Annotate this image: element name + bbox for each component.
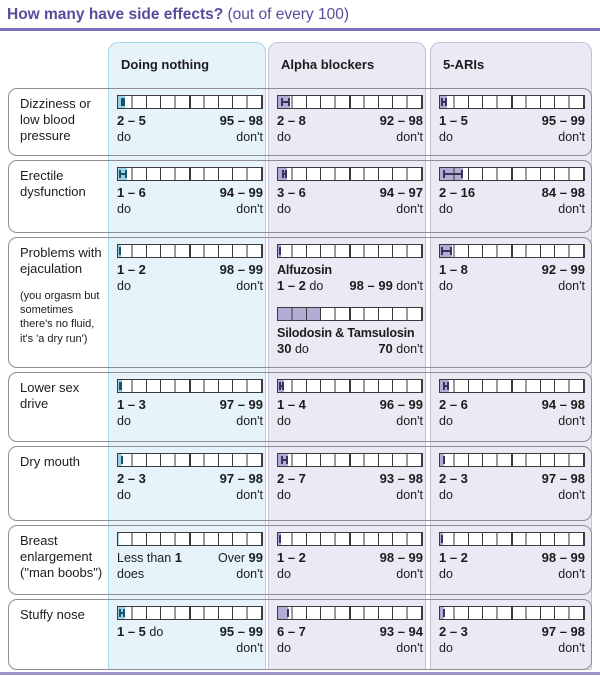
value-line (117, 114, 263, 129)
dont-label: don't (558, 129, 585, 144)
value-range: 98 – 99 (541, 549, 585, 565)
do-label: do (117, 413, 131, 428)
risk-bar (277, 606, 423, 620)
value-range: 6 – 7 (277, 623, 306, 639)
dont-label: don't (396, 487, 423, 502)
value-line (439, 398, 585, 413)
value-line (117, 551, 263, 566)
do-value (439, 625, 468, 640)
risk-bar-segments (118, 607, 262, 619)
value-range: 1 – 5 (117, 623, 146, 639)
do-label: do (277, 413, 291, 428)
dont-value (542, 263, 585, 278)
column-header-doing-nothing: Doing nothing (121, 56, 210, 72)
do-value (277, 279, 323, 294)
dont-label: don't (558, 487, 585, 502)
effect-cell (269, 373, 431, 441)
side-effect-label (9, 526, 109, 594)
risk-bar (117, 167, 263, 181)
label-line (439, 130, 585, 145)
dont-value (542, 551, 585, 566)
do-value (277, 551, 306, 566)
label-line (277, 641, 423, 656)
do-label: do (277, 640, 291, 655)
value-range: 1 – 5 (439, 112, 468, 128)
value-range: 30 (277, 340, 292, 356)
value-range: 1 – 2 (277, 277, 306, 293)
risk-bar-segments (440, 168, 584, 180)
value-line (277, 114, 423, 129)
value-range: 97 – 99 (219, 396, 263, 412)
value-range: 1 – 8 (439, 261, 468, 277)
label-line (277, 488, 423, 503)
do-value (277, 114, 306, 129)
dont-label: don't (396, 640, 423, 655)
dont-label: don't (392, 341, 423, 356)
drug-variant (277, 244, 431, 294)
side-effect-label (9, 238, 109, 370)
dont-value (542, 472, 585, 487)
dont-value (220, 263, 263, 278)
effect-cell (269, 238, 431, 370)
risk-bar-segments (278, 168, 422, 180)
label-line (117, 488, 263, 503)
dont-value (542, 186, 585, 201)
dont-value (380, 186, 423, 201)
do-label: do (439, 640, 453, 655)
dont-value (220, 625, 263, 640)
value-line (277, 551, 423, 566)
effect-cell (269, 526, 431, 594)
dont-value (378, 342, 423, 357)
value-line (277, 279, 423, 294)
label-line (277, 130, 423, 145)
dont-value (220, 186, 263, 201)
effect-cell (431, 526, 590, 594)
drug-name: Silodosin & Tamsulosin (277, 325, 415, 340)
side-effect-label (9, 161, 109, 232)
label-line (117, 279, 263, 294)
do-value (277, 472, 306, 487)
side-effect-name: Dizziness or low blood pressure (20, 95, 91, 143)
value-prefix: Less than (117, 550, 175, 565)
do-value (439, 398, 468, 413)
value-range: 96 – 99 (379, 396, 423, 412)
effect-cell (109, 526, 269, 594)
value-range: 1 – 4 (277, 396, 306, 412)
label-line (439, 202, 585, 217)
dont-label: don't (558, 640, 585, 655)
value-line (117, 398, 263, 413)
value-range: 70 (378, 340, 393, 356)
do-label: do (117, 129, 131, 144)
value-range: 1 – 6 (117, 184, 146, 200)
risk-bar-segments (440, 245, 584, 257)
dont-label: don't (558, 566, 585, 581)
risk-bar-segments (440, 380, 584, 392)
drug-variant (277, 307, 431, 357)
do-label: do (439, 278, 453, 293)
dont-value (380, 551, 423, 566)
comparison-table (8, 42, 592, 670)
risk-bar (277, 307, 423, 321)
value-range: 2 – 7 (277, 470, 306, 486)
side-effect-name: Dry mouth (20, 453, 80, 469)
side-effect-name: Stuffy nose (20, 606, 85, 622)
page-title (0, 0, 600, 31)
value-line (117, 472, 263, 487)
effect-cell (431, 238, 590, 370)
risk-bar-segments (118, 245, 262, 257)
value-line (117, 186, 263, 201)
dont-label: don't (396, 566, 423, 581)
side-effect-label (9, 89, 109, 155)
value-range: 94 – 97 (379, 184, 423, 200)
label-line (439, 641, 585, 656)
side-effect-note: (you orgasm but sometimes there's no fluid, it's 'a dry run') (20, 289, 100, 345)
risk-bar-segments (440, 533, 584, 545)
value-range: 1 (174, 549, 182, 565)
side-effect-label (9, 447, 109, 520)
risk-bar-segments (440, 96, 584, 108)
label-line (439, 279, 585, 294)
risk-bar (277, 95, 423, 109)
risk-bar (277, 167, 423, 181)
do-label: do (277, 487, 291, 502)
risk-bar (117, 606, 263, 620)
title-denominator: (out of every 100) (223, 6, 350, 23)
dont-label: don't (236, 413, 263, 428)
value-prefix: Over (217, 550, 249, 565)
risk-bar (117, 244, 263, 258)
label-line (117, 641, 263, 656)
dont-value (218, 551, 263, 566)
effect-cell (269, 161, 431, 232)
side-effect-name: Breast enlargement ("man boobs") (20, 532, 103, 580)
effect-cell (269, 447, 431, 520)
title-question: How many have side effects? (7, 6, 224, 23)
effect-cell (269, 89, 431, 155)
risk-bar-segments (278, 454, 422, 466)
value-range: 2 – 8 (277, 112, 306, 128)
effect-cell (431, 600, 590, 669)
value-range: 84 – 98 (541, 184, 585, 200)
dont-label: don't (236, 487, 263, 502)
value-range: 1 – 2 (439, 549, 468, 565)
do-value (117, 625, 163, 640)
do-label: do (439, 129, 453, 144)
risk-bar-segments (118, 168, 262, 180)
do-value (117, 263, 146, 278)
value-range: 92 – 99 (541, 261, 585, 277)
do-label: do (117, 201, 131, 216)
risk-bar (117, 453, 263, 467)
do-label: do (291, 341, 309, 356)
risk-bar-segments (118, 454, 262, 466)
effect-cell (109, 238, 269, 370)
table-row (8, 160, 592, 233)
do-label: does (117, 566, 145, 581)
value-line (277, 625, 423, 640)
value-range: 97 – 98 (541, 470, 585, 486)
do-value (277, 186, 306, 201)
label-line (277, 567, 423, 582)
table-row (8, 446, 592, 521)
effect-cell (109, 373, 269, 441)
table-row (8, 599, 592, 670)
value-range: 92 – 98 (379, 112, 423, 128)
value-range: 3 – 6 (277, 184, 306, 200)
risk-bar (439, 95, 585, 109)
label-line (117, 414, 263, 429)
value-range: 2 – 3 (117, 470, 146, 486)
do-label: do (277, 566, 291, 581)
do-value (117, 114, 146, 129)
dont-value (380, 114, 423, 129)
risk-bar-segments (118, 533, 262, 545)
dont-value (380, 398, 423, 413)
value-line (277, 186, 423, 201)
dont-value (220, 398, 263, 413)
label-line (117, 567, 263, 582)
do-value (439, 263, 468, 278)
value-line (277, 342, 423, 357)
effect-cell (109, 447, 269, 520)
risk-bar (439, 379, 585, 393)
do-label: do (277, 201, 291, 216)
label-line (439, 567, 585, 582)
effect-cell (431, 447, 590, 520)
dont-label: don't (396, 129, 423, 144)
risk-bar (277, 453, 423, 467)
value-line (439, 186, 585, 201)
value-line (439, 551, 585, 566)
do-label: do (117, 487, 131, 502)
value-suffix: do (145, 624, 164, 639)
risk-bar (277, 532, 423, 546)
value-line (277, 398, 423, 413)
value-range: 2 – 16 (439, 184, 476, 200)
do-label: do (117, 278, 131, 293)
risk-bar-segments (118, 380, 262, 392)
effect-cell (109, 89, 269, 155)
dont-value (380, 472, 423, 487)
risk-bar-segments (440, 454, 584, 466)
do-value (277, 342, 309, 357)
value-range: 95 – 99 (541, 112, 585, 128)
value-range: 1 – 3 (117, 396, 146, 412)
side-effect-name: Problems with ejaculation (20, 244, 102, 276)
value-line (439, 625, 585, 640)
label-line (439, 414, 585, 429)
value-range: 2 – 3 (439, 623, 468, 639)
side-effect-name: Lower sex drive (20, 379, 80, 411)
do-value (277, 398, 306, 413)
value-range: 98 – 99 (349, 277, 393, 293)
risk-bar (117, 95, 263, 109)
value-line (117, 625, 263, 640)
column-header-5-aris: 5-ARIs (443, 56, 485, 72)
do-value (117, 551, 182, 566)
dont-label: don't (558, 278, 585, 293)
value-range: 98 – 99 (379, 549, 423, 565)
drug-name: Alfuzosin (277, 262, 332, 277)
do-value (439, 186, 475, 201)
do-value (439, 551, 468, 566)
value-range: 98 – 99 (219, 261, 263, 277)
table-row (8, 525, 592, 595)
do-label: do (439, 566, 453, 581)
do-value (439, 472, 468, 487)
dont-value (220, 472, 263, 487)
dont-label: don't (396, 413, 423, 428)
value-range: 2 – 6 (439, 396, 468, 412)
value-line (439, 263, 585, 278)
value-range: 95 – 98 (219, 112, 263, 128)
value-range: 99 (248, 549, 263, 565)
side-effect-label (9, 373, 109, 441)
dont-label: don't (396, 201, 423, 216)
side-effect-name: Erectile dysfunction (20, 167, 86, 199)
dont-value (542, 114, 585, 129)
dont-value (542, 398, 585, 413)
effect-cell (269, 600, 431, 669)
value-range: 97 – 98 (219, 470, 263, 486)
value-range: 97 – 98 (541, 623, 585, 639)
value-range: 2 – 3 (439, 470, 468, 486)
risk-bar (277, 379, 423, 393)
dont-label: don't (392, 278, 423, 293)
value-range: 95 – 99 (219, 623, 263, 639)
dont-value (380, 625, 423, 640)
value-range: 94 – 98 (541, 396, 585, 412)
risk-bar-segments (278, 380, 422, 392)
dont-label: don't (236, 129, 263, 144)
risk-bar-segments (118, 96, 262, 108)
value-line (117, 263, 263, 278)
effect-cell (431, 161, 590, 232)
risk-bar (439, 453, 585, 467)
dont-label: don't (236, 201, 263, 216)
value-range: 1 – 2 (277, 549, 306, 565)
table-row (8, 237, 592, 368)
do-value (117, 398, 146, 413)
do-label: do (439, 487, 453, 502)
dont-value (220, 114, 263, 129)
effect-cell (431, 373, 590, 441)
value-range: 94 – 99 (219, 184, 263, 200)
risk-bar-segments (278, 245, 422, 257)
dont-label: don't (236, 566, 263, 581)
value-range: 93 – 94 (379, 623, 423, 639)
value-range: 2 – 5 (117, 112, 146, 128)
label-line (277, 414, 423, 429)
do-label: do (305, 278, 324, 293)
value-line (439, 114, 585, 129)
do-label: do (439, 413, 453, 428)
do-label: do (277, 129, 291, 144)
risk-bar-segments (278, 308, 422, 320)
effect-cell (431, 89, 590, 155)
side-effect-label (9, 600, 109, 669)
risk-bar (117, 379, 263, 393)
column-header-alpha-blockers: Alpha blockers (281, 56, 375, 72)
label-line (117, 202, 263, 217)
table-rows (8, 88, 592, 674)
value-range: 1 – 2 (117, 261, 146, 277)
do-value (117, 472, 146, 487)
label-line (439, 488, 585, 503)
risk-bar-segments (440, 607, 584, 619)
value-line (439, 472, 585, 487)
effect-cell (109, 600, 269, 669)
risk-bar-segments (278, 533, 422, 545)
dont-label: don't (558, 413, 585, 428)
value-line (277, 472, 423, 487)
dont-value (349, 279, 423, 294)
dont-label: don't (236, 278, 263, 293)
do-label: do (439, 201, 453, 216)
do-value (117, 186, 146, 201)
risk-bar (439, 167, 585, 181)
dont-label: don't (558, 201, 585, 216)
risk-bar-segments (278, 607, 422, 619)
label-line (277, 202, 423, 217)
risk-bar (277, 244, 423, 258)
risk-bar-segments (278, 96, 422, 108)
risk-bar (117, 532, 263, 546)
do-value (439, 114, 468, 129)
table-row (8, 88, 592, 156)
effect-cell (109, 161, 269, 232)
value-range: 93 – 98 (379, 470, 423, 486)
risk-bar (439, 244, 585, 258)
table-row (8, 372, 592, 442)
dont-label: don't (236, 640, 263, 655)
label-line (117, 130, 263, 145)
dont-value (542, 625, 585, 640)
risk-bar (439, 532, 585, 546)
do-value (277, 625, 306, 640)
risk-bar (439, 606, 585, 620)
